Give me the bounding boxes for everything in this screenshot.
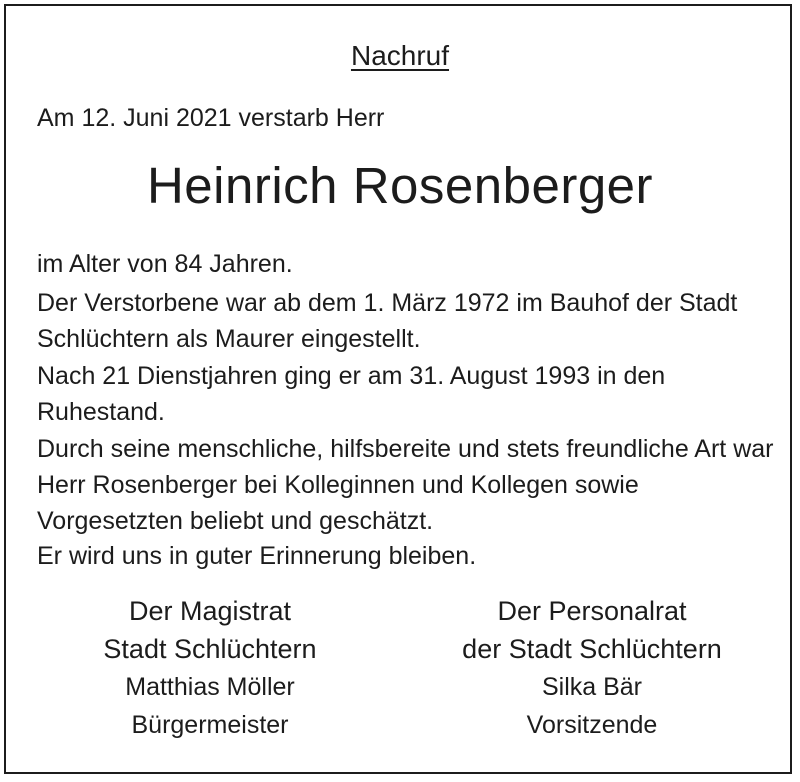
memory-paragraph: Er wird uns in guter Erinnerung bleiben. [37,542,477,570]
signatory-role: Vorsitzende [526,711,658,739]
character-paragraph: Durch seine menschliche, hilfsbereite und stets freundliche Art war Herr Rosenberger bei Kolleginnen und Kollegen sowie Vorgesetzten beliebt und geschätzt. [37,435,774,535]
signatory-org-line2: Stadt Schlüchtern [103,634,317,664]
notice-heading: Nachruf [350,40,450,71]
age-paragraph: im Alter von 84 Jahren. [37,250,293,278]
deceased-name: Heinrich Rosenberger [146,157,654,214]
signatory-personalrat [412,592,772,744]
signatory-role: Bürgermeister [131,711,289,739]
retirement-paragraph: Nach 21 Dienstjahren ging er am 31. August 1993 in den Ruhestand. [37,362,666,426]
signatory-org-line2: der Stadt Schlüchtern [462,634,722,664]
signatory-person: Matthias Möller [125,673,295,701]
intro-line: Am 12. Juni 2021 verstarb Herr [37,104,385,132]
signatory-org-line1: Der Personalrat [497,596,687,626]
signatory-org-line1: Der Magistrat [128,596,292,626]
signatory-magistrat [30,592,390,744]
signatory-person: Silka Bär [541,673,643,701]
career-paragraph: Der Verstorbene war ab dem 1. März 1972 im Bauhof der Stadt Schlüchtern als Maurer eingestellt. [37,289,738,353]
